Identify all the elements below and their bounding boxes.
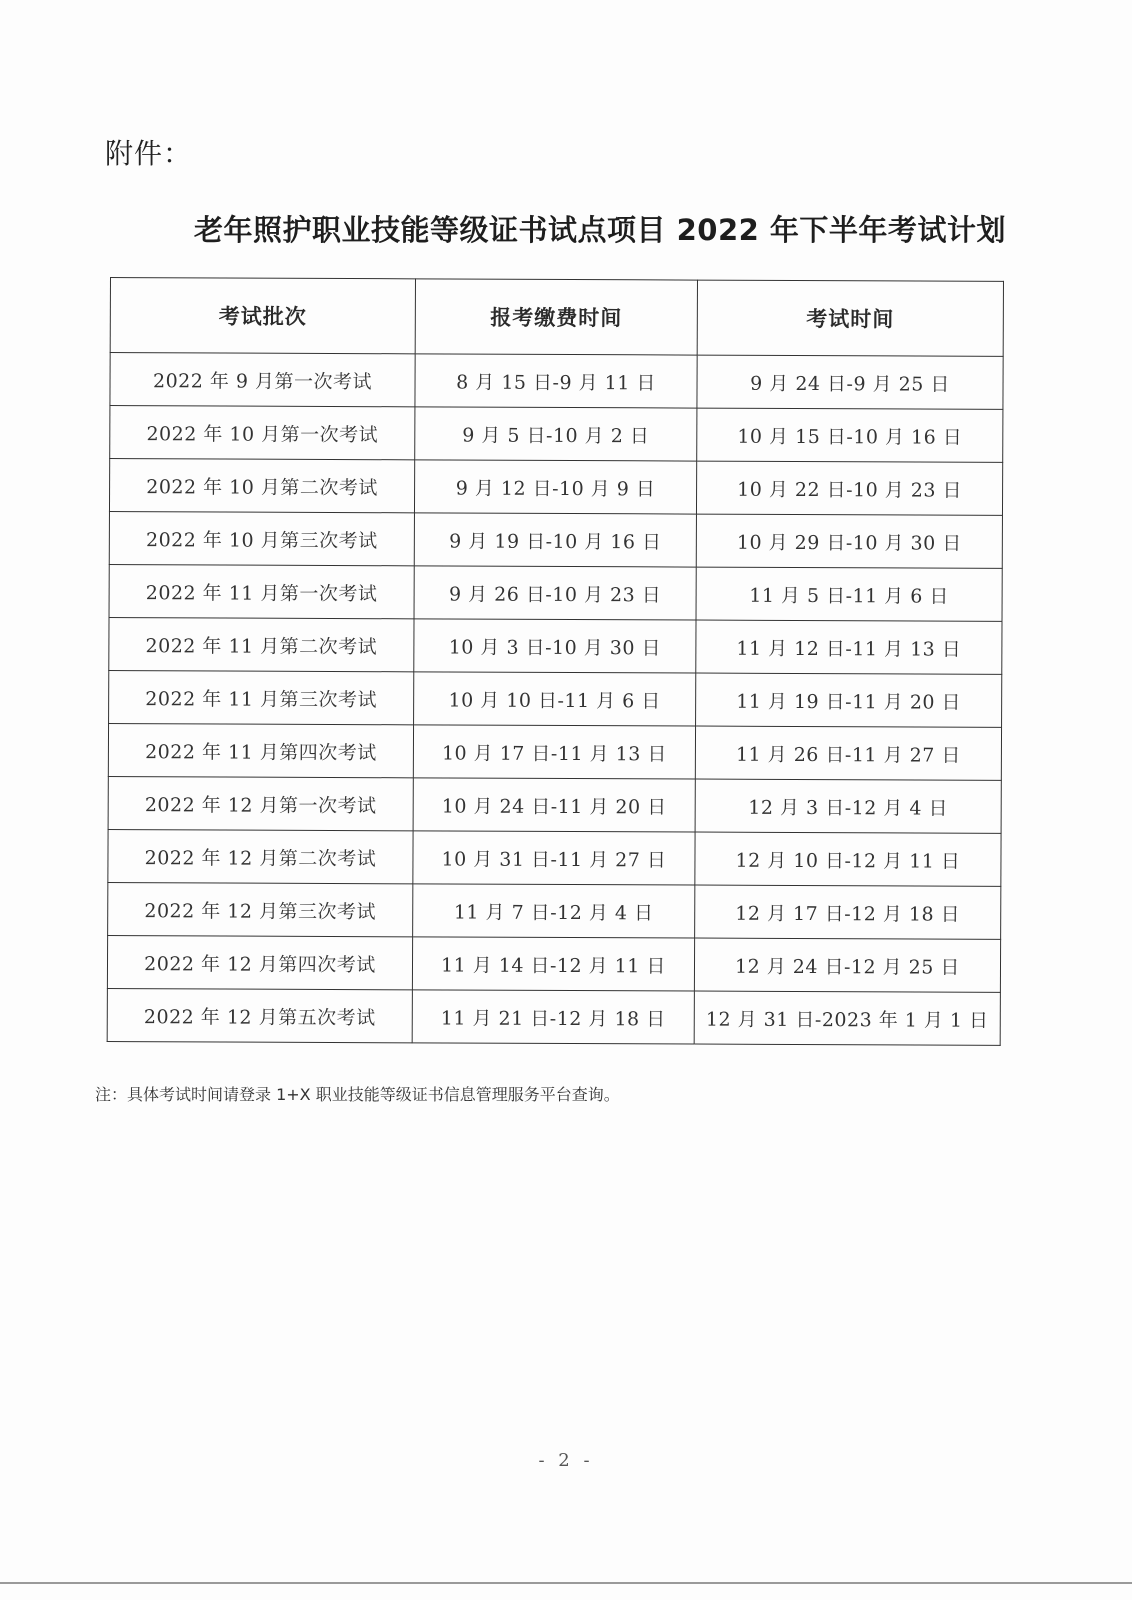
table-row — [108, 776, 1001, 833]
cell-exam-batch: 2022 年 11 月第三次考试 — [109, 670, 414, 724]
table-row — [107, 935, 1000, 992]
table-row — [109, 459, 1002, 516]
cell-registration-period: 10 月 24 日-11 月 20 日 — [413, 778, 695, 832]
cell-exam-batch: 2022 年 10 月第二次考试 — [109, 459, 414, 513]
cell-exam-batch: 2022 年 10 月第一次考试 — [110, 406, 415, 460]
table-row — [109, 617, 1002, 674]
cell-registration-period: 11 月 7 日-12 月 4 日 — [413, 884, 695, 938]
table-row — [110, 406, 1003, 463]
scan-edge-line — [0, 1582, 1132, 1584]
cell-registration-period: 10 月 3 日-10 月 30 日 — [414, 619, 696, 673]
cell-exam-batch: 2022 年 12 月第五次考试 — [107, 988, 412, 1042]
table-body — [107, 353, 1003, 1046]
cell-registration-period: 10 月 31 日-11 月 27 日 — [413, 831, 695, 885]
cell-exam-date: 10 月 22 日-10 月 23 日 — [696, 461, 1002, 515]
cell-registration-period: 9 月 5 日-10 月 2 日 — [415, 407, 697, 461]
cell-exam-date: 9 月 24 日-9 月 25 日 — [697, 355, 1003, 409]
cell-registration-period: 11 月 21 日-12 月 18 日 — [412, 990, 694, 1044]
page-number: - 2 - — [538, 1450, 594, 1471]
cell-registration-period: 10 月 17 日-11 月 13 日 — [413, 725, 695, 779]
table-row — [109, 564, 1002, 621]
table-row — [109, 670, 1002, 727]
header-row — [110, 278, 1003, 357]
table-row — [107, 988, 1000, 1045]
cell-exam-date: 11 月 19 日-11 月 20 日 — [696, 673, 1002, 727]
cell-exam-batch: 2022 年 12 月第一次考试 — [108, 776, 413, 830]
cell-registration-period: 8 月 15 日-9 月 11 日 — [415, 354, 697, 408]
cell-exam-batch: 2022 年 10 月第三次考试 — [109, 511, 414, 565]
cell-exam-batch: 2022 年 12 月第二次考试 — [108, 829, 413, 883]
cell-registration-period: 9 月 12 日-10 月 9 日 — [414, 460, 696, 514]
cell-exam-batch: 2022 年 11 月第二次考试 — [109, 617, 414, 671]
document-title: 老年照护职业技能等级证书试点项目 2022 年下半年考试计划 — [194, 213, 1006, 247]
header-registration-period: 报考缴费时间 — [415, 279, 697, 355]
table-header — [110, 278, 1003, 357]
cell-exam-date: 11 月 26 日-11 月 27 日 — [695, 726, 1001, 780]
cell-exam-date: 12 月 24 日-12 月 25 日 — [694, 938, 1000, 992]
cell-exam-date: 11 月 5 日-11 月 6 日 — [696, 567, 1002, 621]
cell-exam-date: 12 月 31 日-2023 年 1 月 1 日 — [694, 991, 1000, 1045]
cell-exam-batch: 2022 年 12 月第三次考试 — [108, 882, 413, 936]
header-exam-batch: 考试批次 — [110, 278, 415, 354]
cell-exam-date: 10 月 15 日-10 月 16 日 — [697, 408, 1003, 462]
cell-exam-date: 10 月 29 日-10 月 30 日 — [696, 514, 1002, 568]
cell-exam-date: 12 月 10 日-12 月 11 日 — [695, 832, 1001, 886]
footnote: 注：具体考试时间请登录 1+X 职业技能等级证书信息管理服务平台查询。 — [95, 1085, 620, 1104]
cell-exam-date: 12 月 3 日-12 月 4 日 — [695, 779, 1001, 833]
table-row — [108, 882, 1001, 939]
cell-registration-period: 11 月 14 日-12 月 11 日 — [412, 937, 694, 991]
cell-exam-batch: 2022 年 11 月第一次考试 — [109, 564, 414, 618]
table-row — [108, 829, 1001, 886]
attachment-label: 附件： — [105, 137, 193, 170]
cell-exam-date: 11 月 12 日-11 月 13 日 — [696, 620, 1002, 674]
exam-schedule-table — [107, 277, 1004, 1046]
header-exam-date: 考试时间 — [697, 280, 1003, 356]
cell-registration-period: 9 月 19 日-10 月 16 日 — [414, 513, 696, 567]
cell-registration-period: 9 月 26 日-10 月 23 日 — [414, 566, 696, 620]
table-row — [108, 723, 1001, 780]
cell-registration-period: 10 月 10 日-11 月 6 日 — [414, 672, 696, 726]
table-row — [110, 353, 1003, 410]
cell-exam-date: 12 月 17 日-12 月 18 日 — [695, 885, 1001, 939]
cell-exam-batch: 2022 年 11 月第四次考试 — [108, 723, 413, 777]
cell-exam-batch: 2022 年 12 月第四次考试 — [107, 935, 412, 989]
table-row — [109, 511, 1002, 568]
cell-exam-batch: 2022 年 9 月第一次考试 — [110, 353, 415, 407]
